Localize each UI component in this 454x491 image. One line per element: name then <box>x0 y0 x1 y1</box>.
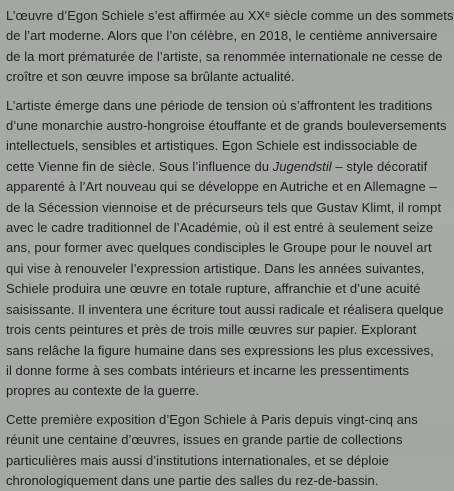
text-line: sans relâche la figure humaine dans ses expressions les plus excessives, <box>6 342 434 358</box>
text-segment: cette Vienne fin de siècle. Sous l’influence du <box>6 158 273 174</box>
text-line: L’œuvre d’Egon Schiele s’est affirmée au XXᵉ siècle comme un des sommets <box>6 8 454 23</box>
text-line: propres au contexte de la guerre. <box>6 383 200 399</box>
intro-paragraph <box>6 6 454 88</box>
text-line: de la Sécession viennoise et de précurseurs tels que Gustav Klimt, il rompt <box>6 199 442 215</box>
text-line: réunit une centaine d’œuvres, issues en grande partie de collections <box>6 432 403 448</box>
text-line: Cette première exposition d’Egon Schiele à Paris depuis vingt-cinq ans <box>6 411 418 427</box>
jugendstil-term: Jugendstil <box>272 158 332 174</box>
text-line: croître et son œuvre impose sa brûlante actualité. <box>6 69 295 85</box>
text-line: avec le cadre traditionnel de l’Académie, où il est entré à seulement seize <box>6 220 434 236</box>
text-line: trois cents peintures et près de trois mille œuvres sur papier. Explorant <box>6 322 417 338</box>
text-line: qui vise à renouveler l’expression artistique. Dans les années suivantes, <box>6 260 425 276</box>
text-line: d’une monarchie austro-hongroise étouffante et de grands bouleversements <box>6 118 447 134</box>
text-line: intellectuels, sensibles et artistiques. Egon Schiele est indissociable de <box>6 138 418 154</box>
text-line: il donne forme à ses combats intérieurs et incarne les pressentiments <box>6 362 410 378</box>
text-line: particulières mais aussi d’institutions internationales, et se déploie <box>6 452 389 468</box>
text-line: saisissante. Il inventera une écriture tout aussi radicale et réalisera quelque <box>6 301 444 317</box>
text-line: apparenté à l’Art nouveau qui se développe en Autriche et en Allemagne – <box>6 179 437 195</box>
text-line <box>6 157 428 177</box>
exhibition-paragraph <box>6 410 418 491</box>
text-segment: – style décoratif <box>331 158 428 174</box>
text-line: Schiele produira une œuvre en totale rupture, affranchie et d’une acuité <box>6 281 421 297</box>
text-line: chronologiquement dans une partie des salles du rez-de-bassin. <box>6 472 379 488</box>
text-line: de l’art moderne. Alors que l’on célèbre, en 2018, le centième anniversaire <box>6 28 438 44</box>
context-paragraph <box>6 96 447 402</box>
text-line: de la mort prématurée de l’artiste, sa renommée internationale ne cesse de <box>6 48 443 64</box>
text-line: L’artiste émerge dans une période de tension où s’affrontent les traditions <box>6 97 433 113</box>
text-line: ans, pour former avec quelques condisciples le Groupe pour le nouvel art <box>6 240 432 256</box>
